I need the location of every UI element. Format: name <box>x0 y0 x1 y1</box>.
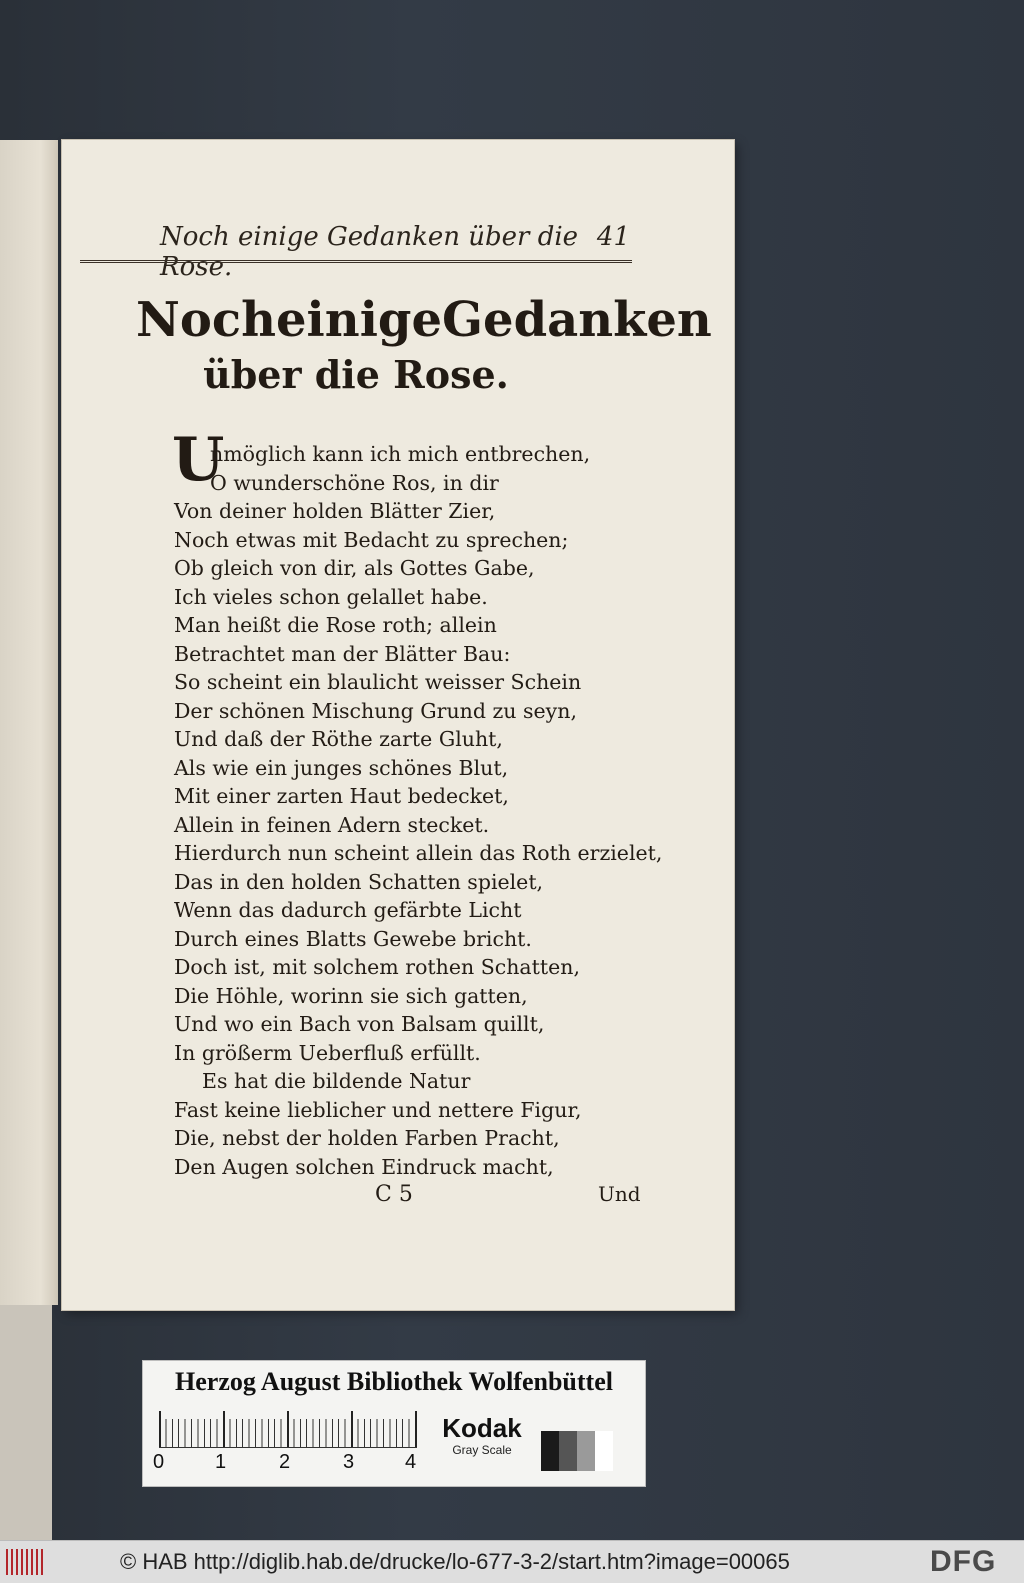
poem-line: Als wie ein junges schönes Blut, <box>174 755 509 780</box>
facing-page-edge <box>0 140 58 1305</box>
poem-line: Doch ist, mit solchem rothen Schatten, <box>174 955 580 979</box>
poem-line: So scheint ein blaulicht weisser Schein <box>174 670 582 694</box>
poem-line: Noch etwas mit Bedacht zu sprechen; <box>174 527 569 552</box>
poem-line: Allein in feinen Adern stecket. <box>174 812 490 837</box>
poem-line: nmöglich kann ich mich entbrechen, <box>210 442 591 466</box>
color-calibration-card <box>142 1360 646 1487</box>
gray-swatch <box>595 1431 613 1471</box>
gray-swatch <box>541 1431 559 1471</box>
poem-line: Den Augen solchen Eindruck macht, <box>174 1154 554 1179</box>
poem-line: Hierdurch nun scheint allein das Roth erzielet, <box>174 841 663 865</box>
footer-bar <box>0 1540 1024 1583</box>
hab-logo-icon <box>6 1549 46 1575</box>
gray-scale-label: Gray Scale <box>452 1443 512 1457</box>
dfg-logo: DFG <box>930 1545 997 1578</box>
gray-swatches <box>541 1431 613 1471</box>
ruler-major-tick <box>159 1411 161 1447</box>
ruler-number: 3 <box>343 1451 355 1473</box>
gray-swatch <box>577 1431 595 1471</box>
ruler-major-tick <box>415 1411 417 1447</box>
poem-line: Wenn das dadurch gefärbte Licht <box>174 898 522 922</box>
binding-strip <box>0 1305 52 1540</box>
title-word: Gedanken <box>442 292 712 348</box>
ruler-major-tick <box>351 1411 353 1447</box>
poem-title-line2: über die Rose. <box>203 352 509 397</box>
poem-line: Das in den holden Schatten spielet, <box>174 869 544 894</box>
title-word: Noch <box>136 292 277 348</box>
ruler-number: 0 <box>153 1451 165 1473</box>
library-name: Herzog August Bibliothek Wolfenbüttel <box>175 1367 613 1396</box>
poem-line: In größerm Ueberfluß erfüllt. <box>174 1040 481 1065</box>
poem-line: Ich vieles schon gelallet habe. <box>174 584 488 609</box>
poem-line: Und daß der Röthe zarte Gluht, <box>174 727 503 751</box>
poem-line: Und wo ein Bach von Balsam quillt, <box>174 1012 545 1036</box>
poem-line: Betrachtet man der Blätter Bau: <box>174 641 511 666</box>
poem-line: Die Höhle, worinn sie sich gatten, <box>174 983 528 1008</box>
poem-line: Von deiner holden Blätter Zier, <box>174 499 496 523</box>
page-number: 41 <box>596 222 630 252</box>
running-head-title: Noch einige Gedanken über die Rose. <box>160 222 579 282</box>
running-head <box>160 222 630 282</box>
ruler-major-tick <box>223 1411 225 1447</box>
poem-line: Man heißt die Rose roth; allein <box>174 613 497 637</box>
ruler-number: 4 <box>405 1451 417 1473</box>
drop-initial: U <box>172 425 225 495</box>
header-rule <box>80 260 632 263</box>
poem-line: Mit einer zarten Haut bedecket, <box>174 784 509 808</box>
poem-line: Die, nebst der holden Farben Pracht, <box>174 1126 560 1150</box>
ruler-number: 1 <box>215 1451 227 1473</box>
title-word: einige <box>276 292 443 348</box>
signature-mark: C 5 <box>375 1182 413 1207</box>
poem-title-line1 <box>136 292 712 348</box>
poem-line: Es hat die bildende Natur <box>202 1069 471 1093</box>
poem-line: O wunderschöne Ros, in dir <box>210 470 499 495</box>
ruler-number: 2 <box>279 1451 291 1473</box>
poem-line: Fast keine lieblicher und nettere Figur, <box>174 1097 582 1122</box>
gray-swatch <box>559 1431 577 1471</box>
kodak-logo: Kodak <box>442 1413 522 1443</box>
poem-line: Der schönen Mischung Grund zu seyn, <box>174 698 577 723</box>
ruler-major-tick <box>287 1411 289 1447</box>
poem-line: Ob gleich von dir, als Gottes Gabe, <box>174 556 535 580</box>
citation-link[interactable]: © HAB http://diglib.hab.de/drucke/lo-677-3-2/start.htm?image=00065 <box>120 1549 790 1574</box>
poem-body <box>174 440 663 1181</box>
poem-line: Durch eines Blatts Gewebe bricht. <box>174 926 532 951</box>
catchword: Und <box>598 1182 641 1206</box>
